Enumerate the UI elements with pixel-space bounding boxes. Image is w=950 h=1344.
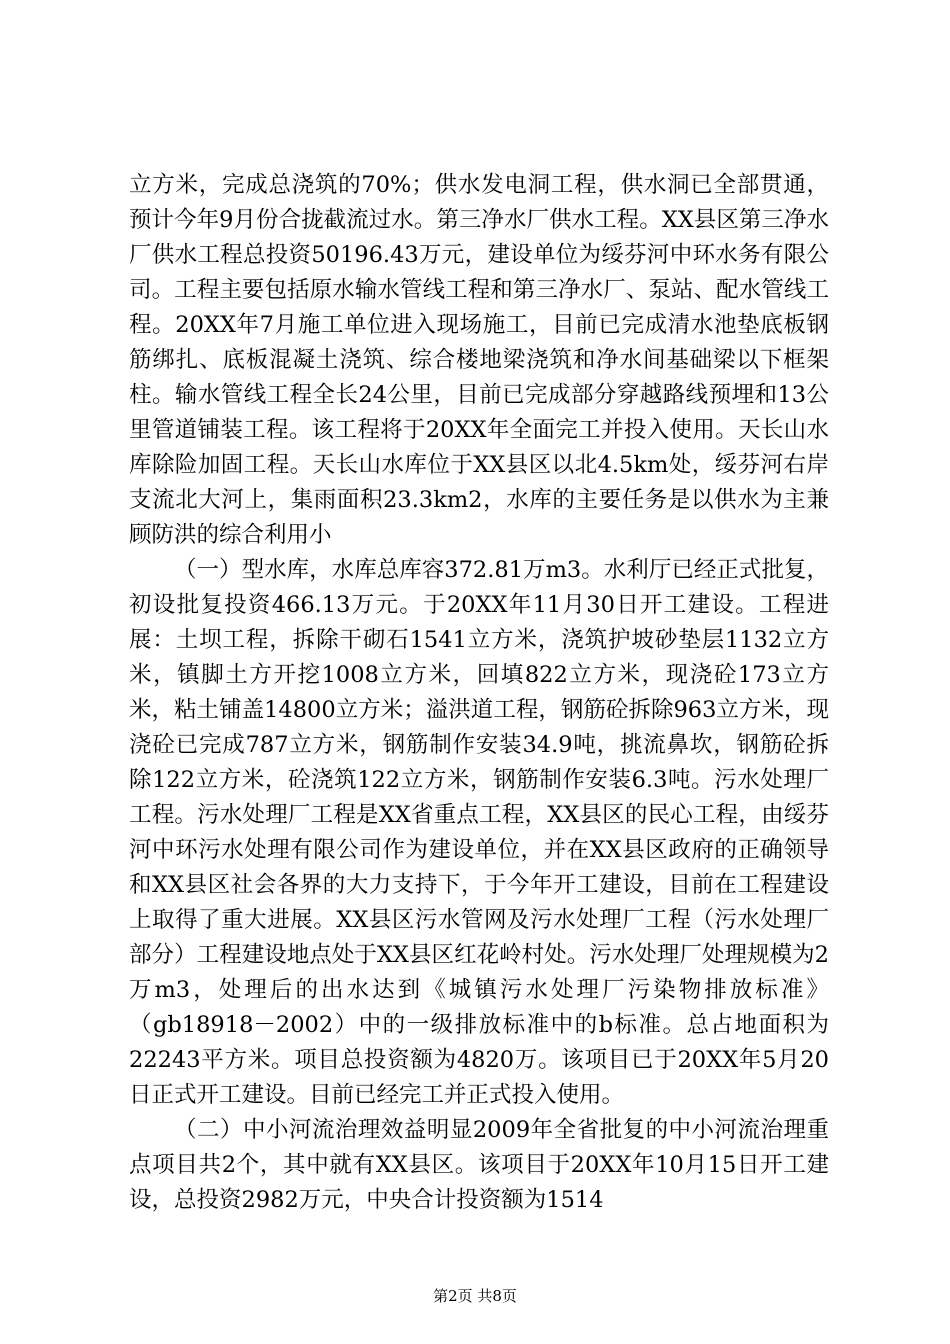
paragraph-2: （一）型水库，水库总库容372.81万m3。水利厅已经正式批复，初设批复投资466.13万元。于20XX年11月30日开工建设。工程进展：土坝工程，拆除干砌石1541立方米，浇筑护坡砂垫层1132立方米，镇脚土方开挖1008立方米，回填822立方米，现浇砼173立方米，粘土铺盖14800立方米；溢洪道工程，钢筋砼拆除963立方米，现浇砼已完成787立方米，钢筋制作安装34.9吨，挑流鼻坎，钢筋砼拆除122立方米，砼浇筑122立方米，钢筋制作安装6.3吨。污水处理厂工程。污水处理厂工程是XX省重点工程，XX县区的民心工程，由绥芬河中环污水处理有限公司作为建设单位，并在XX县区政府的正确领导和XX县区社会各界的大力支持下，于今年开工建设，目前在工程建设上取得了重大进展。XX县区污水管网及污水处理厂工程（污水处理厂部分）工程建设地点处于XX县区红花岭村处。污水处理厂处理规模为2万m3，处理后的出水达到《城镇污水处理厂污染物排放标准》（gb18918－2002）中的一级排放标准中的b标准。总占地面积为22243平方米。项目总投资额为4820万。该项目已于20XX年5月20日正式开工建设。目前已经完工并正式投入使用。 — [129, 557, 829, 1108]
paragraph-1: 立方米，完成总浇筑的70%；供水发电洞工程，供水洞已全部贯通，预计今年9月份合拢截流过水。第三净水厂供水工程。XX县区第三净水厂供水工程总投资50196.43万元，建设单位为绥芬河中环水务有限公司。工程主要包括原水输水管线工程和第三净水厂、泵站、配水管线工程。20XX年7月施工单位进入现场施工，目前已完成清水池垫底板钢筋绑扎、底板混凝土浇筑、综合楼地梁浇筑和净水间基础梁以下框架柱。输水管线工程全长24公里，目前已完成部分穿越路线预埋和13公里管道铺装工程。该工程将于20XX年全面完工并投入使用。天长山水库除险加固工程。天长山水库位于XX县区以北4.5km处，绥芬河右岸支流北大河上，集雨面积23.3km2，水库的主要任务是以供水为主兼顾防洪的综合利用小 — [129, 172, 829, 548]
document-body — [129, 168, 829, 1218]
paragraph-3: （二）中小河流治理效益明显2009年全省批复的中小河流治理重点项目共2个，其中就有XX县区。该项目于20XX年10月15日开工建设，总投资2982万元，中央合计投资额为1514 — [129, 1117, 829, 1213]
page-number-footer: 第2页 共8页 — [433, 1287, 517, 1305]
